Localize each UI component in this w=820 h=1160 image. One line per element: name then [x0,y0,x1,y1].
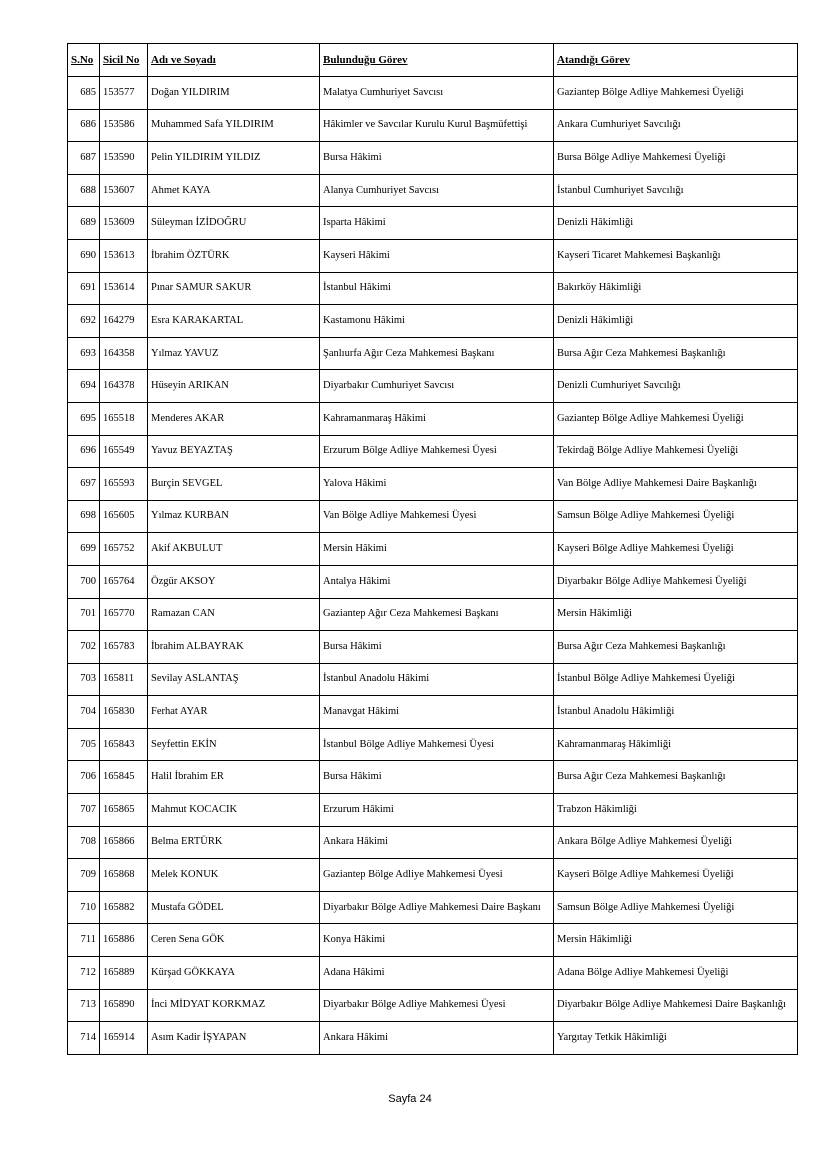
header-assigned-position: Atandığı Görev [554,44,798,77]
row-current-position: Manavgat Hâkimi [320,696,554,729]
table-row [68,272,798,305]
row-sno: 687 [68,142,100,175]
row-assigned-position: Mersin Hâkimliği [554,598,798,631]
table-row [68,142,798,175]
row-sno: 703 [68,663,100,696]
row-sno: 704 [68,696,100,729]
row-assigned-position: Kahramanmaraş Hâkimliği [554,728,798,761]
row-sicil: 165830 [100,696,148,729]
row-sno: 688 [68,174,100,207]
row-name: Sevilay ASLANTAŞ [148,663,320,696]
row-name: Pelin YILDIRIM YILDIZ [148,142,320,175]
row-sno: 706 [68,761,100,794]
row-assigned-position: Diyarbakır Bölge Adliye Mahkemesi Üyeliği [554,565,798,598]
row-sno: 697 [68,468,100,501]
row-assigned-position: Kayseri Bölge Adliye Mahkemesi Üyeliği [554,859,798,892]
row-sno: 694 [68,370,100,403]
row-assigned-position: Mersin Hâkimliği [554,924,798,957]
row-current-position: Erzurum Hâkimi [320,794,554,827]
row-current-position: İstanbul Hâkimi [320,272,554,305]
row-sicil: 153586 [100,109,148,142]
row-sicil: 153590 [100,142,148,175]
table-row [68,533,798,566]
row-current-position: Alanya Cumhuriyet Savcısı [320,174,554,207]
row-assigned-position: Samsun Bölge Adliye Mahkemesi Üyeliği [554,500,798,533]
table-row [68,728,798,761]
row-assigned-position: Trabzon Hâkimliği [554,794,798,827]
table-row [68,598,798,631]
row-sno: 705 [68,728,100,761]
row-sicil: 165882 [100,891,148,924]
row-name: Doğan YILDIRIM [148,77,320,110]
row-sno: 689 [68,207,100,240]
row-sno: 691 [68,272,100,305]
row-name: Ramazan CAN [148,598,320,631]
row-assigned-position: İstanbul Anadolu Hâkimliği [554,696,798,729]
row-sno: 709 [68,859,100,892]
row-current-position: Kayseri Hâkimi [320,239,554,272]
row-assigned-position: Bakırköy Hâkimliği [554,272,798,305]
row-sicil: 165605 [100,500,148,533]
row-sno: 701 [68,598,100,631]
row-current-position: Kahramanmaraş Hâkimi [320,402,554,435]
row-assigned-position: Tekirdağ Bölge Adliye Mahkemesi Üyeliği [554,435,798,468]
row-assigned-position: Yargıtay Tetkik Hâkimliği [554,1022,798,1055]
table-row [68,174,798,207]
row-name: Yavuz BEYAZTAŞ [148,435,320,468]
row-current-position: Diyarbakır Cumhuriyet Savcısı [320,370,554,403]
row-sicil: 165914 [100,1022,148,1055]
row-name: Muhammed Safa YILDIRIM [148,109,320,142]
row-name: Seyfettin EKİN [148,728,320,761]
table-body [68,77,798,1055]
row-assigned-position: Gaziantep Bölge Adliye Mahkemesi Üyeliği [554,402,798,435]
table-row [68,402,798,435]
row-sicil: 153609 [100,207,148,240]
row-sicil: 165783 [100,631,148,664]
row-name: Özgür AKSOY [148,565,320,598]
row-sicil: 153613 [100,239,148,272]
table-row [68,696,798,729]
row-current-position: Şanlıurfa Ağır Ceza Mahkemesi Başkanı [320,337,554,370]
row-sno: 710 [68,891,100,924]
table-row [68,826,798,859]
row-sno: 711 [68,924,100,957]
row-sicil: 165593 [100,468,148,501]
row-sno: 692 [68,305,100,338]
table-row [68,1022,798,1055]
row-sno: 698 [68,500,100,533]
row-current-position: Konya Hâkimi [320,924,554,957]
page-number: Sayfa 24 [388,1093,432,1105]
appointments-table [67,43,798,1055]
table-row [68,989,798,1022]
row-current-position: İstanbul Anadolu Hâkimi [320,663,554,696]
row-sno: 708 [68,826,100,859]
table-row [68,565,798,598]
table-row [68,794,798,827]
row-name: Ceren Sena GÖK [148,924,320,957]
row-sicil: 165845 [100,761,148,794]
row-name: Belma ERTÜRK [148,826,320,859]
row-name: Ahmet KAYA [148,174,320,207]
row-assigned-position: İstanbul Cumhuriyet Savcılığı [554,174,798,207]
row-sicil: 165752 [100,533,148,566]
row-name: Asım Kadir İŞYAPAN [148,1022,320,1055]
row-sicil: 165868 [100,859,148,892]
row-sno: 699 [68,533,100,566]
header-current-position: Bulunduğu Görev [320,44,554,77]
row-sicil: 165811 [100,663,148,696]
table-row [68,500,798,533]
row-name: Burçin SEVGEL [148,468,320,501]
row-name: Menderes AKAR [148,402,320,435]
row-sno: 713 [68,989,100,1022]
row-name: Kürşad GÖKKAYA [148,957,320,990]
row-name: Süleyman İZİDOĞRU [148,207,320,240]
row-current-position: Diyarbakır Bölge Adliye Mahkemesi Üyesi [320,989,554,1022]
table-row [68,435,798,468]
row-assigned-position: Kayseri Ticaret Mahkemesi Başkanlığı [554,239,798,272]
header-sno: S.No [68,44,100,77]
row-sicil: 165866 [100,826,148,859]
row-sicil: 165843 [100,728,148,761]
row-sno: 702 [68,631,100,664]
row-current-position: Diyarbakır Bölge Adliye Mahkemesi Daire Başkanı [320,891,554,924]
row-sicil: 153577 [100,77,148,110]
table-row [68,891,798,924]
row-sicil: 165764 [100,565,148,598]
row-name: İbrahim ALBAYRAK [148,631,320,664]
row-sicil: 165889 [100,957,148,990]
row-assigned-position: Adana Bölge Adliye Mahkemesi Üyeliği [554,957,798,990]
row-assigned-position: Diyarbakır Bölge Adliye Mahkemesi Daire Başkanlığı [554,989,798,1022]
table-row [68,761,798,794]
row-sno: 700 [68,565,100,598]
row-name: Hüseyin ARIKAN [148,370,320,403]
row-name: İbrahim ÖZTÜRK [148,239,320,272]
table-row [68,859,798,892]
row-current-position: Adana Hâkimi [320,957,554,990]
row-current-position: Gaziantep Ağır Ceza Mahkemesi Başkanı [320,598,554,631]
header-sicil: Sicil No [100,44,148,77]
row-assigned-position: Van Bölge Adliye Mahkemesi Daire Başkanlığı [554,468,798,501]
row-assigned-position: Ankara Cumhuriyet Savcılığı [554,109,798,142]
table-header-row [68,44,798,77]
row-sno: 696 [68,435,100,468]
row-sicil: 153614 [100,272,148,305]
table-row [68,631,798,664]
table-row [68,957,798,990]
row-sicil: 165886 [100,924,148,957]
row-current-position: Van Bölge Adliye Mahkemesi Üyesi [320,500,554,533]
row-assigned-position: Samsun Bölge Adliye Mahkemesi Üyeliği [554,891,798,924]
row-sicil: 164279 [100,305,148,338]
table-row [68,305,798,338]
row-assigned-position: Denizli Hâkimliği [554,305,798,338]
row-sicil: 164378 [100,370,148,403]
row-assigned-position: Bursa Ağır Ceza Mahkemesi Başkanlığı [554,337,798,370]
table-row [68,663,798,696]
row-current-position: Yalova Hâkimi [320,468,554,501]
row-sno: 712 [68,957,100,990]
row-assigned-position: Ankara Bölge Adliye Mahkemesi Üyeliği [554,826,798,859]
row-current-position: Ankara Hâkimi [320,826,554,859]
row-sno: 686 [68,109,100,142]
row-sicil: 164358 [100,337,148,370]
row-name: Yılmaz YAVUZ [148,337,320,370]
row-name: Ferhat AYAR [148,696,320,729]
row-assigned-position: Kayseri Bölge Adliye Mahkemesi Üyeliği [554,533,798,566]
row-current-position: Mersin Hâkimi [320,533,554,566]
row-name: Akif AKBULUT [148,533,320,566]
row-name: Melek KONUK [148,859,320,892]
row-current-position: Ankara Hâkimi [320,1022,554,1055]
row-sno: 714 [68,1022,100,1055]
row-assigned-position: Denizli Cumhuriyet Savcılığı [554,370,798,403]
row-sicil: 165890 [100,989,148,1022]
table-row [68,207,798,240]
table-row [68,468,798,501]
table-row [68,924,798,957]
row-current-position: Bursa Hâkimi [320,631,554,664]
row-name: Pınar SAMUR SAKUR [148,272,320,305]
row-assigned-position: Denizli Hâkimliği [554,207,798,240]
row-current-position: Hâkimler ve Savcılar Kurulu Kurul Başmüfettişi [320,109,554,142]
row-assigned-position: İstanbul Bölge Adliye Mahkemesi Üyeliği [554,663,798,696]
row-name: İnci MİDYAT KORKMAZ [148,989,320,1022]
row-current-position: Gaziantep Bölge Adliye Mahkemesi Üyesi [320,859,554,892]
row-current-position: Kastamonu Hâkimi [320,305,554,338]
row-sno: 695 [68,402,100,435]
table-row [68,337,798,370]
table-row [68,77,798,110]
row-name: Esra KARAKARTAL [148,305,320,338]
table-row [68,109,798,142]
table-row [68,370,798,403]
table-row [68,239,798,272]
row-current-position: İstanbul Bölge Adliye Mahkemesi Üyesi [320,728,554,761]
row-name: Mustafa GÖDEL [148,891,320,924]
row-current-position: Isparta Hâkimi [320,207,554,240]
row-sicil: 165770 [100,598,148,631]
header-name: Adı ve Soyadı [148,44,320,77]
row-assigned-position: Bursa Ağır Ceza Mahkemesi Başkanlığı [554,631,798,664]
row-current-position: Antalya Hâkimi [320,565,554,598]
row-sicil: 165549 [100,435,148,468]
row-sno: 707 [68,794,100,827]
row-assigned-position: Bursa Bölge Adliye Mahkemesi Üyeliği [554,142,798,175]
row-sno: 693 [68,337,100,370]
row-assigned-position: Bursa Ağır Ceza Mahkemesi Başkanlığı [554,761,798,794]
row-current-position: Bursa Hâkimi [320,761,554,794]
row-sno: 685 [68,77,100,110]
row-sno: 690 [68,239,100,272]
row-name: Halil İbrahim ER [148,761,320,794]
row-name: Mahmut KOCACIK [148,794,320,827]
row-current-position: Erzurum Bölge Adliye Mahkemesi Üyesi [320,435,554,468]
row-current-position: Malatya Cumhuriyet Savcısı [320,77,554,110]
row-sicil: 153607 [100,174,148,207]
row-assigned-position: Gaziantep Bölge Adliye Mahkemesi Üyeliği [554,77,798,110]
row-sicil: 165865 [100,794,148,827]
row-sicil: 165518 [100,402,148,435]
row-current-position: Bursa Hâkimi [320,142,554,175]
row-name: Yılmaz KURBAN [148,500,320,533]
